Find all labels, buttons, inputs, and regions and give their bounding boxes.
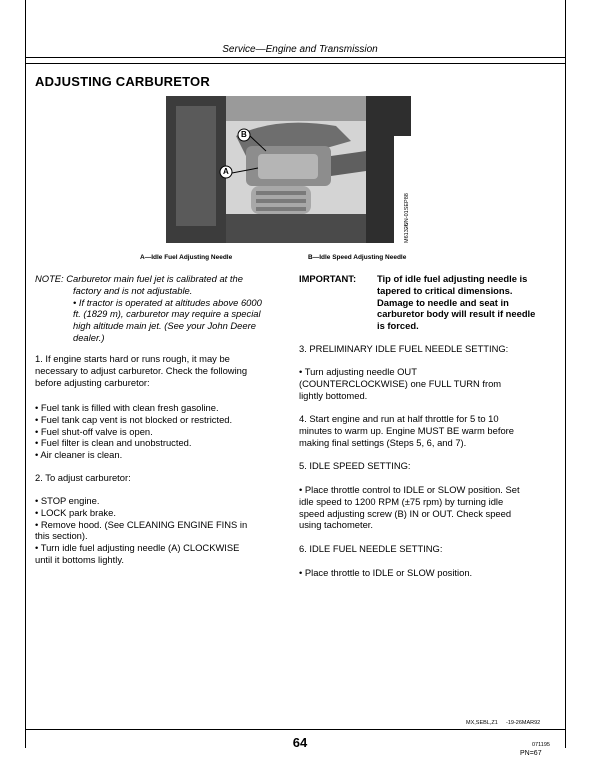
- step-3-line: lightly bottomed.: [299, 389, 368, 401]
- step-5-line: speed adjusting screw (B) IN or OUT. Check speed: [299, 507, 512, 519]
- step-1-line: before adjusting carburetor:: [35, 376, 150, 388]
- carburetor-photo: [166, 96, 411, 243]
- callout-a: A: [223, 167, 229, 176]
- page-number: 64: [292, 735, 308, 750]
- header-rule: [25, 57, 566, 58]
- footer-small-code: 071195: [532, 742, 550, 748]
- note-line: dealer.): [73, 331, 105, 343]
- note-line: • If tractor is operated at altitudes above 6000: [73, 296, 262, 308]
- step-1-intro: [35, 353, 285, 388]
- important-label: IMPORTANT:: [299, 273, 357, 284]
- step-4-line: minutes to warm up. Engine MUST BE warm before: [299, 424, 515, 436]
- important-line: Tip of idle fuel adjusting needle is: [377, 273, 528, 284]
- step-2-item: until it bottoms lightly.: [35, 553, 124, 565]
- footer-rule: [25, 729, 566, 730]
- step-3-line: (COUNTERCLOCKWISE) one FULL TURN from: [299, 377, 502, 389]
- note-line: factory and is not adjustable.: [73, 284, 193, 296]
- step-4-body: [299, 413, 554, 448]
- step-3-line: • Turn adjusting needle OUT: [299, 366, 417, 377]
- step-5-line: idle speed to 1200 RPM (±75 rpm) by turning idle: [299, 495, 504, 507]
- section-title: ADJUSTING CARBURETOR: [35, 74, 210, 89]
- callout-b: B: [241, 130, 247, 139]
- step-1-line: 1. If engine starts hard or runs rough, it may be: [35, 353, 230, 364]
- important-text: [377, 273, 554, 332]
- step-1-line: necessary to adjust carburetor. Check the following: [35, 364, 248, 376]
- step-1-checklist: [35, 402, 285, 461]
- carburetor-illustration: [166, 96, 411, 243]
- checklist-item: • Fuel shut-off valve is open.: [35, 425, 153, 437]
- frame-left-edge: [25, 0, 26, 748]
- step-2-list: [35, 495, 285, 566]
- step-2-item: this section).: [35, 530, 88, 542]
- important-line: is forced.: [377, 320, 419, 332]
- step-6-line: • Place throttle to IDLE or SLOW position.: [299, 567, 473, 578]
- checklist-item: • Fuel tank cap vent is not blocked or restricted.: [35, 413, 233, 425]
- step-5-body: [299, 484, 554, 531]
- important-line: Damage to needle and seat in: [377, 296, 509, 308]
- important-line: tapered to critical dimensions.: [377, 284, 513, 296]
- important-line: carburetor body will result if needle: [377, 308, 536, 320]
- checklist-item: • Fuel filter is clean and unobstructed.: [35, 437, 192, 449]
- step-2-item: • Turn idle fuel adjusting needle (A) CLOCKWISE: [35, 542, 240, 554]
- step-2-item: • Remove hood. (See CLEANING ENGINE FINS in: [35, 518, 248, 530]
- step-6-body: [299, 567, 554, 579]
- note-line: high altitude main jet. (See your John Deere: [73, 320, 256, 332]
- section-top-rule: [25, 63, 566, 64]
- frame-right-edge: [565, 0, 566, 748]
- figure-id-text: M61326: [404, 223, 410, 243]
- step-5-line: • Place throttle control to IDLE or SLOW position. Set: [299, 484, 520, 495]
- step-4-line: making final settings (Steps 5, 6, and 7).: [299, 436, 467, 448]
- step-6-heading: 6. IDLE FUEL NEEDLE SETTING:: [299, 543, 443, 554]
- important-warning: [299, 273, 554, 332]
- checklist-item: • Air cleaner is clean.: [35, 449, 123, 461]
- footer-code-left: MX,SEBL,Z1: [466, 720, 498, 726]
- step-5-heading: 5. IDLE SPEED SETTING:: [299, 460, 411, 471]
- caption-b: B—Idle Speed Adjusting Needle: [308, 254, 407, 261]
- footer-code-right: -19-26MAR92: [506, 720, 541, 726]
- caption-a: A—Idle Fuel Adjusting Needle: [140, 254, 233, 261]
- step-5-line: using tachometer.: [299, 519, 374, 531]
- step-2-heading: 2. To adjust carburetor:: [35, 472, 131, 483]
- step-2-item: • LOCK park brake.: [35, 506, 116, 518]
- step-4-line: 4. Start engine and run at half throttle for 5 to 10: [299, 413, 499, 424]
- note-line: NOTE: Carburetor main fuel jet is calibrated at the: [35, 273, 243, 284]
- pn-label: PN=67: [520, 750, 542, 757]
- step-2-item: • STOP engine.: [35, 495, 100, 506]
- checklist-item: • Fuel tank is filled with clean fresh gasoline.: [35, 402, 219, 413]
- note-block: [35, 273, 285, 344]
- figure-code-text: -UN-01SEP88: [404, 193, 410, 228]
- running-header: Service—Engine and Transmission: [222, 44, 378, 55]
- figure-id: [402, 205, 412, 245]
- step-3-body: [299, 366, 554, 401]
- note-line: ft. (1829 m), carburetor may require a special: [73, 308, 261, 320]
- step-3-heading: 3. PRELIMINARY IDLE FUEL NEEDLE SETTING:: [299, 343, 509, 354]
